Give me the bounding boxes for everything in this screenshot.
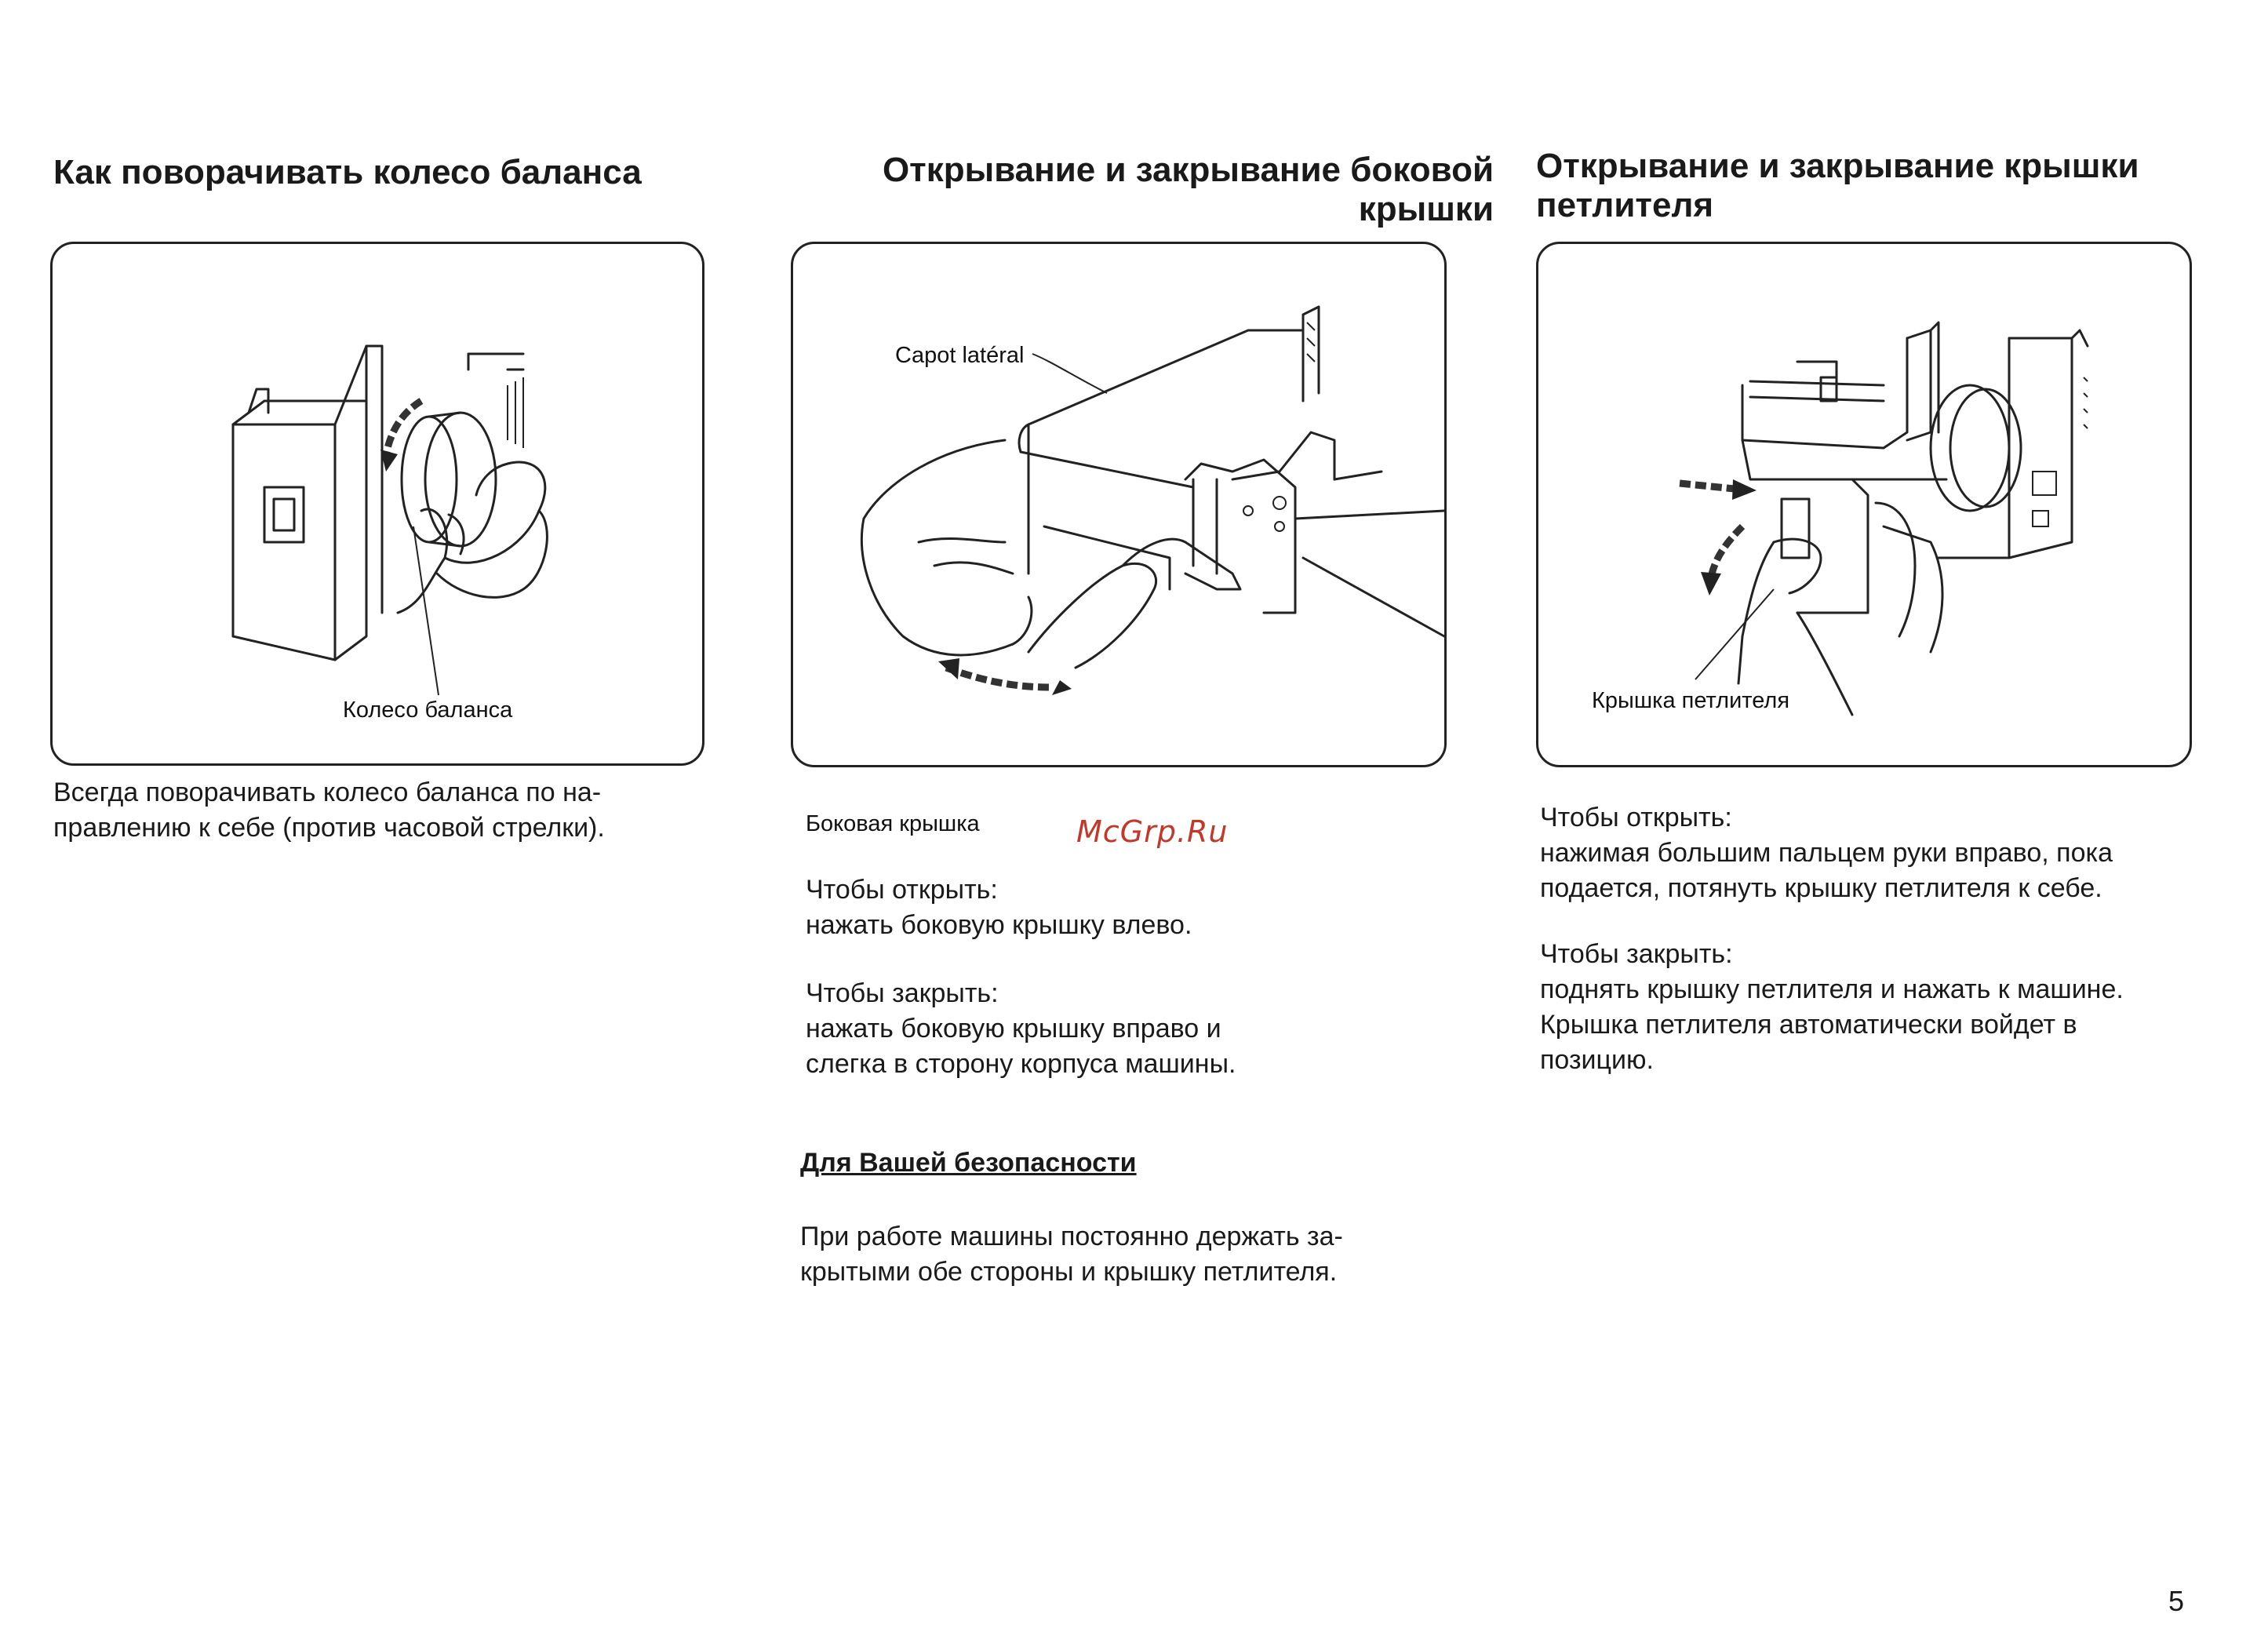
section3-close-line: поднять крышку петлителя и нажать к машине.: [1540, 974, 2124, 1004]
section3-heading-line: петлителя: [1536, 186, 1714, 224]
section2-open-title: Чтобы открыть:: [806, 875, 998, 905]
section1-heading: Как поворачивать колесо баланса: [53, 153, 642, 191]
safety-line: При работе машины постоянно держать за-: [800, 1222, 1343, 1251]
section3-open-line: подается, потянуть крышку петлителя к себе.: [1540, 873, 2102, 903]
section2-close-title: Чтобы закрыть:: [806, 978, 999, 1008]
looper-cover-label: Крышка петлителя: [1592, 688, 1790, 713]
watermark: McGrp.Ru: [1076, 814, 1229, 849]
section2-close-line: нажать боковую крышку вправо и: [806, 1014, 1221, 1043]
balance-wheel-figure: [50, 242, 704, 766]
section3-close-line: Крышка петлителя автоматически войдет в: [1540, 1010, 2077, 1040]
safety-line: крытыми обе стороны и крышку петлителя.: [800, 1257, 1338, 1287]
section1-text-line: Всегда поворачивать колесо баланса по на-: [53, 778, 602, 807]
looper-cover-figure: [1536, 242, 2192, 767]
section3-open-line: нажимая большим пальцем руки вправо, пока: [1540, 838, 2113, 868]
side-cover-figure: [791, 242, 1447, 767]
section2-open-block: [806, 872, 1192, 943]
section3-close-title: Чтобы закрыть:: [1540, 939, 1733, 969]
safety-title: Для Вашей безопасности: [800, 1148, 1137, 1178]
section2-heading-line: крышки: [1358, 190, 1494, 228]
section3-heading-line: Открывание и закрывание крышки: [1536, 147, 2139, 185]
section2-close-line: слегка в сторону корпуса машины.: [806, 1049, 1236, 1079]
balance-wheel-label: Колесо баланса: [343, 697, 513, 723]
balance-wheel-illustration: [53, 244, 707, 768]
section3-open-title: Чтобы открыть:: [1540, 803, 1732, 832]
section3-close-block: [1540, 937, 2124, 1078]
section2-close-block: [806, 976, 1236, 1082]
section1-text-line: правлению к себе (против часовой стрелки).: [53, 813, 605, 843]
section2-heading-line: Открывание и закрывание боковой: [882, 151, 1494, 189]
side-cover-caption: Боковая крышка: [806, 811, 980, 836]
section2-heading: [797, 151, 1494, 229]
side-cover-illustration: [793, 244, 1449, 770]
section2-open-line: нажать боковую крышку влево.: [806, 910, 1192, 940]
section1-text: [53, 775, 605, 846]
section3-heading: [1536, 147, 2139, 225]
section3-open-block: [1540, 800, 2113, 906]
page-number: 5: [2168, 1585, 2185, 1617]
section3-close-line: позицию.: [1540, 1045, 1654, 1075]
safety-block: [800, 1219, 1343, 1290]
side-cover-label: Capot latéral: [895, 343, 1025, 368]
